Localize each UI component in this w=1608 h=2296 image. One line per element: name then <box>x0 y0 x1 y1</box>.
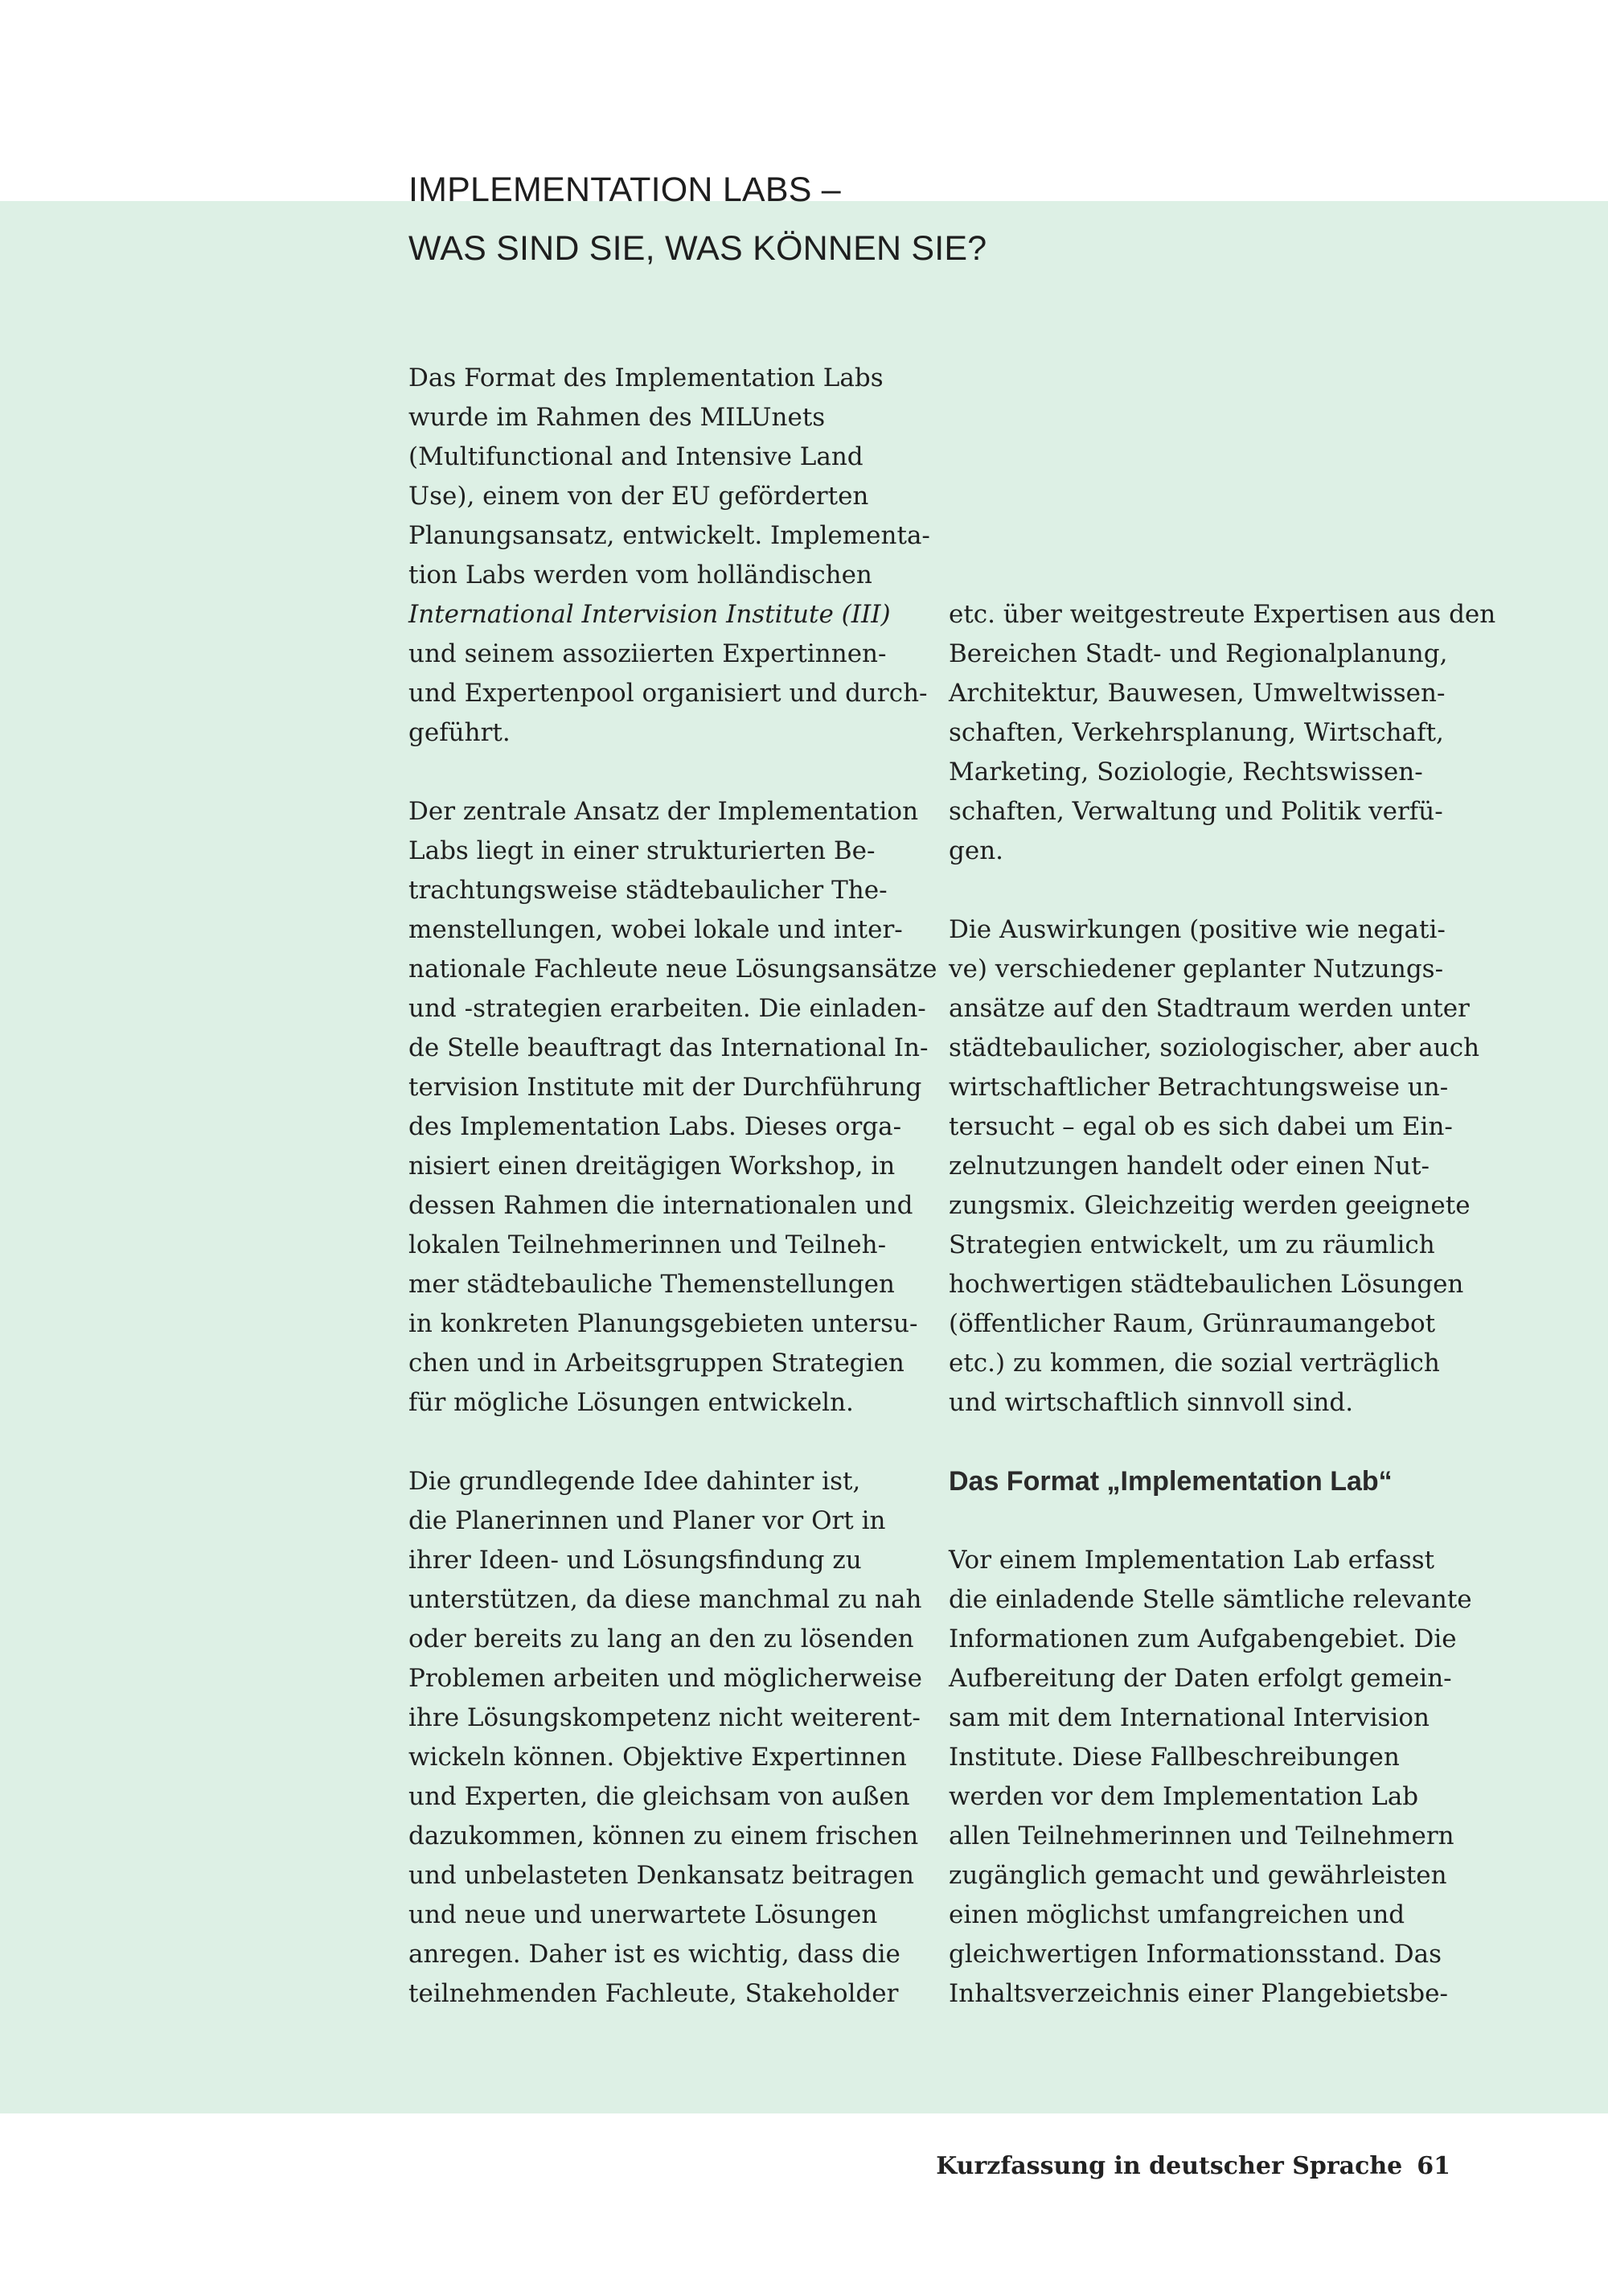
text-line: Architektur, Bauwesen, Umweltwissen- <box>949 679 1446 708</box>
text-line: teilnehmenden Fachleute, Stakeholder <box>408 1979 899 2008</box>
text-line: Problemen arbeiten und möglicherweise <box>408 1664 922 1693</box>
text-line: (öffentlicher Raum, Grünraumangebot <box>949 1309 1436 1338</box>
right-column <box>949 595 1496 2053</box>
text-line: in konkreten Planungsgebieten untersu- <box>408 1309 918 1338</box>
text-line: Bereichen Stadt- und Regionalplanung, <box>949 639 1448 668</box>
text-line: die einladende Stelle sämtliche relevante <box>949 1585 1472 1614</box>
page-title-line-1: IMPLEMENTATION LABS – <box>408 170 841 209</box>
text-line: und neue und unerwartete Lösungen <box>408 1900 878 1929</box>
left-column <box>408 359 937 2053</box>
text-line: gen. <box>949 836 1004 865</box>
text-line: und wirtschaftlich sinnvoll sind. <box>949 1388 1354 1417</box>
text-line: des Implementation Labs. Dieses orga- <box>408 1112 902 1141</box>
text-line: Institute. Diese Fallbeschreibungen <box>949 1743 1400 1772</box>
paragraph <box>949 595 1496 871</box>
text-line: oder bereits zu lang an den zu lösenden <box>408 1624 914 1653</box>
text-line: wirtschaftlicher Betrachtungsweise un- <box>949 1073 1449 1102</box>
text-line: und unbelasteten Denkansatz beitragen <box>408 1861 914 1890</box>
paragraph <box>949 1541 1472 2014</box>
text-line: etc.) zu kommen, die sozial verträglich <box>949 1349 1440 1378</box>
text-line: die Planerinnen und Planer vor Ort in <box>408 1506 886 1535</box>
text-line: schaften, Verkehrsplanung, Wirtschaft, <box>949 718 1444 747</box>
text-line: zugänglich gemacht und gewährleisten <box>949 1861 1447 1890</box>
text-line: Der zentrale Ansatz der Implementation <box>408 797 919 826</box>
text-line: Marketing, Soziologie, Rechtswissen- <box>949 758 1423 787</box>
text-line: tion Labs werden vom holländischen <box>408 561 872 589</box>
text-line: und -strategien erarbeiten. Die einladen- <box>408 994 926 1023</box>
text-line: Strategien entwickelt, um zu räumlich <box>949 1230 1435 1259</box>
text-line: und seinem assoziierten Expertinnen- <box>408 639 887 668</box>
page-title <box>408 161 1534 278</box>
text-line: Labs liegt in einer strukturierten Be- <box>408 836 876 865</box>
text-line: gleichwertigen Informationsstand. Das <box>949 1940 1442 1969</box>
text-line: ihre Lösungskompetenz nicht weiterent- <box>408 1703 921 1732</box>
text-line: lokalen Teilnehmerinnen und Teilneh- <box>408 1230 887 1259</box>
paragraph <box>408 792 937 1423</box>
text-line: ihrer Ideen- und Lösungsfindung zu <box>408 1546 862 1575</box>
text-line: nisiert einen dreitägigen Workshop, in <box>408 1152 896 1181</box>
text-line: trachtungsweise städtebaulicher The- <box>408 876 888 905</box>
text-line: wurde im Rahmen des MILUnets <box>408 403 826 432</box>
text-line: geführt. <box>408 718 511 747</box>
text-line: Aufbereitung der Daten erfolgt gemein- <box>949 1664 1452 1693</box>
text-line: (Multifunctional and Intensive Land <box>408 442 863 471</box>
text-line: zungsmix. Gleichzeitig werden geeignete <box>949 1191 1471 1220</box>
section-subheading: Das Format „Implementation Lab“ <box>949 1466 1393 1497</box>
text-line: Vor einem Implementation Lab erfasst <box>949 1546 1435 1575</box>
page-footer <box>884 2152 1450 2180</box>
text-line: Use), einem von der EU geförderten <box>408 482 869 511</box>
text-line-italic <box>408 595 907 635</box>
paragraph <box>408 1462 922 2014</box>
text-line: sam mit dem International Intervision <box>949 1703 1430 1732</box>
text-line: etc. über weitgestreute Expertisen aus den <box>949 600 1496 629</box>
paragraph <box>408 359 930 753</box>
text-line: allen Teilnehmerinnen und Teilnehmern <box>949 1822 1454 1850</box>
text-line: tersucht – egal ob es sich dabei um Ein- <box>949 1112 1453 1141</box>
text-line: Inhaltsverzeichnis einer Plangebietsbe- <box>949 1979 1448 2008</box>
text-line: ve) verschiedener geplanter Nutzungs- <box>949 955 1444 984</box>
text-line: nationale Fachleute neue Lösungsansätze <box>408 955 937 984</box>
text-line: de Stelle beauftragt das International In- <box>408 1033 929 1062</box>
text-line: tervision Institute mit der Durchführung <box>408 1073 922 1102</box>
text-line: für mögliche Lösungen entwickeln. <box>408 1388 854 1417</box>
text-line: menstellungen, wobei lokale und inter- <box>408 915 903 944</box>
text-line: Informationen zum Aufgabengebiet. Die <box>949 1624 1457 1653</box>
text-line: und Expertenpool organisiert und durch- <box>408 679 928 708</box>
paragraph <box>949 910 1480 1423</box>
text-line: Das Format des Implementation Labs <box>408 363 884 392</box>
text-line: dessen Rahmen die internationalen und <box>408 1191 913 1220</box>
text-line: Die Auswirkungen (positive wie negati- <box>949 915 1446 944</box>
text-line: unterstützen, da diese manchmal zu nah <box>408 1585 922 1614</box>
text-line: werden vor dem Implementation Lab <box>949 1782 1419 1811</box>
text-line: Die grundlegende Idee dahinter ist, <box>408 1467 861 1496</box>
text-line: anregen. Daher ist es wichtig, dass die <box>408 1940 900 1969</box>
text-line: ansätze auf den Stadtraum werden unter <box>949 994 1470 1023</box>
text-line: dazukommen, können zu einem frischen <box>408 1822 919 1850</box>
text-line: chen und in Arbeitsgruppen Strategien <box>408 1349 904 1378</box>
running-footer-section: Kurzfassung in deutscher Sprache <box>936 2152 1403 2180</box>
text-line: wickeln können. Objektive Expertinnen <box>408 1743 907 1772</box>
page-title-line-2: WAS SIND SIE, WAS KÖNNEN SIE? <box>408 229 987 268</box>
text-line: zelnutzungen handelt oder einen Nut- <box>949 1152 1430 1181</box>
text-line: Planungsansatz, entwickelt. Implementa- <box>408 521 930 550</box>
text-line: und Experten, die gleichsam von außen <box>408 1782 910 1811</box>
text-line: hochwertigen städtebaulichen Lösungen <box>949 1270 1464 1299</box>
text-line: einen möglichst umfangreichen und <box>949 1900 1405 1929</box>
text-line: mer städtebauliche Themenstellungen <box>408 1270 895 1299</box>
institute-name: International Intervision Institute (III) <box>408 600 891 629</box>
text-line: städtebaulicher, soziologischer, aber auch <box>949 1033 1480 1062</box>
text-line: schaften, Verwaltung und Politik verfü- <box>949 797 1443 826</box>
page-number: 61 <box>1417 2152 1450 2180</box>
